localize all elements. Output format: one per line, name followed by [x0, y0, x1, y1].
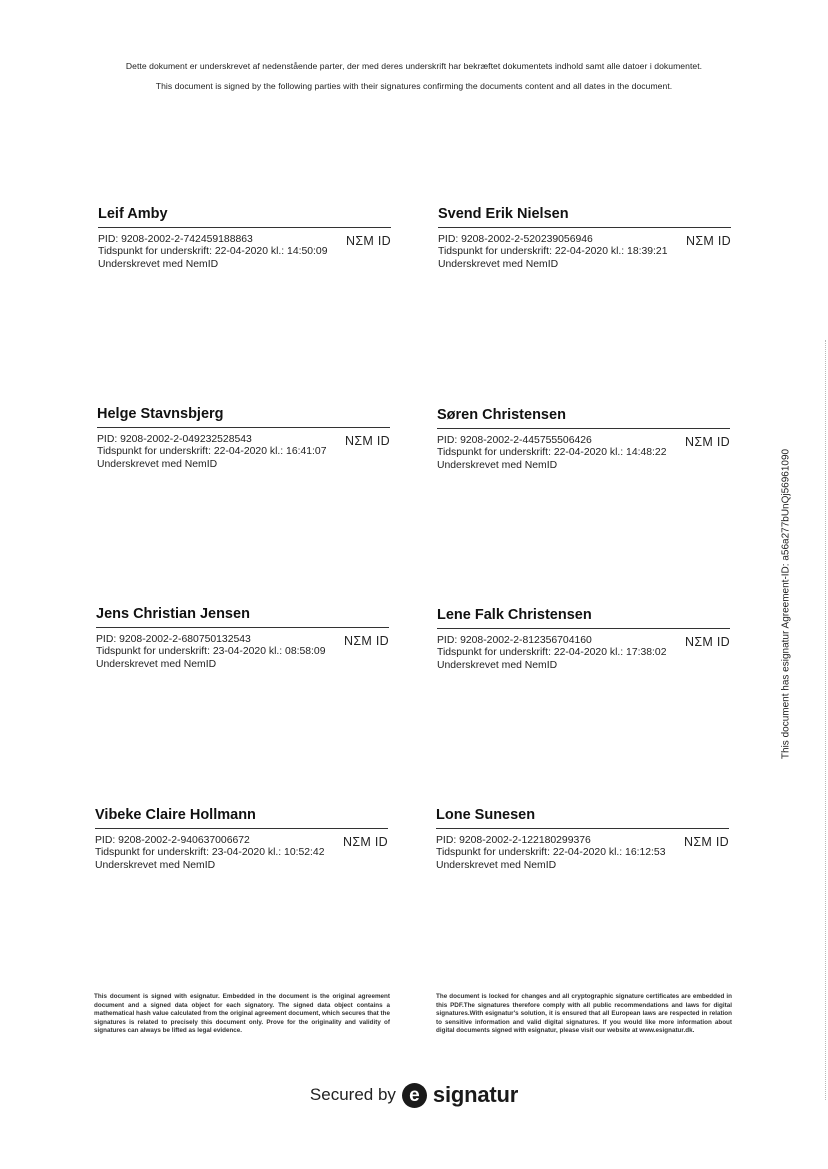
signer-pid: PID: 9208-2002-2-742459188863	[98, 234, 253, 245]
signer-divider	[436, 828, 729, 829]
nemid-logo: NΣM ID	[343, 835, 388, 849]
signer-divider	[97, 427, 390, 428]
signer-divider	[96, 627, 389, 628]
esignatur-brand-name: signatur	[432, 1082, 519, 1107]
signer-pid: PID: 9208-2002-2-122180299376	[436, 835, 591, 846]
signer-block	[97, 405, 390, 471]
nemid-logo: NΣM ID	[346, 234, 391, 248]
agreement-id-text: This document has esignatur Agreement-ID: a56a277bUnQj56961090	[780, 448, 792, 760]
signer-name: Jens Christian Jensen	[96, 606, 250, 622]
signer-method: Underskrevet med NemID	[436, 859, 557, 871]
signer-timestamp: Tidspunkt for underskrift: 22-04-2020 kl.: 17:38:02	[437, 647, 667, 659]
footer-note-left: This document is signed with esignatur. Embedded in the document is the original agreement document and a signed data object for each signatory. The signed data object contains a mathematical hash value calculated from the original agreement document, which secures that the signatures is related to precisely this document only. Prove for the originality and validity of signatures can always be lifted as legal evidence.	[94, 993, 390, 1035]
signer-pid: PID: 9208-2002-2-049232528543	[97, 434, 252, 445]
nemid-logo: NΣM ID	[685, 635, 730, 649]
nemid-logo: NΣM ID	[345, 434, 390, 448]
header-english-text: This document is signed by the following parties with their signatures confirming the documents content and all dates in the document.	[155, 81, 673, 91]
signer-method: Underskrevet med NemID	[96, 658, 217, 670]
signer-block	[436, 806, 729, 872]
signer-name: Søren Christensen	[437, 407, 566, 423]
nemid-logo: NΣM ID	[684, 835, 729, 849]
signer-name: Vibeke Claire Hollmann	[95, 807, 256, 823]
signer-divider	[98, 227, 391, 228]
signer-method: Underskrevet med NemID	[437, 459, 558, 471]
signer-pid: PID: 9208-2002-2-680750132543	[96, 634, 251, 645]
signer-divider	[437, 628, 730, 629]
signer-block	[437, 406, 730, 472]
signer-timestamp: Tidspunkt for underskrift: 22-04-2020 kl.: 14:48:22	[437, 447, 667, 459]
esignatur-logo-icon: e	[402, 1083, 427, 1108]
signer-name: Helge Stavnsbjerg	[97, 406, 224, 422]
nemid-logo: NΣM ID	[686, 234, 731, 248]
nemid-logo: NΣM ID	[685, 435, 730, 449]
signer-pid: PID: 9208-2002-2-940637006672	[95, 835, 250, 846]
page-edge-divider	[825, 340, 826, 1100]
signer-timestamp: Tidspunkt for underskrift: 22-04-2020 kl.: 18:39:21	[438, 246, 668, 258]
signer-name: Lene Falk Christensen	[437, 607, 592, 623]
signer-name: Lone Sunesen	[436, 807, 536, 823]
signer-block	[437, 606, 730, 672]
signer-timestamp: Tidspunkt for underskrift: 22-04-2020 kl.: 16:41:07	[97, 446, 327, 458]
signer-divider	[437, 428, 730, 429]
nemid-logo: NΣM ID	[344, 634, 389, 648]
signer-pid: PID: 9208-2002-2-520239056946	[438, 234, 593, 245]
signer-pid: PID: 9208-2002-2-445755506426	[437, 435, 592, 446]
signer-timestamp: Tidspunkt for underskrift: 23-04-2020 kl.: 10:52:42	[95, 847, 325, 859]
signer-name: Leif Amby	[98, 206, 168, 222]
signer-method: Underskrevet med NemID	[97, 458, 218, 470]
signer-timestamp: Tidspunkt for underskrift: 22-04-2020 kl.: 16:12:53	[436, 847, 666, 859]
signer-block	[95, 806, 388, 872]
signer-timestamp: Tidspunkt for underskrift: 23-04-2020 kl.: 08:58:09	[96, 646, 326, 658]
footer-note-right: The document is locked for changes and all cryptographic signature certificates are embedded in this PDF.The signatures therefore comply with all public recommendations and laws for digital signatures.With esignatur's solution, it is ensured that all European laws are respected in relation to sensitive information and valid digital signatures. If you would like more information about digital documents signed with esignatur, please visit our website at www.esignatur.dk.	[436, 993, 732, 1035]
secured-by-label: Secured by	[309, 1085, 396, 1104]
signer-divider	[95, 828, 388, 829]
signer-divider	[438, 227, 731, 228]
header-danish-text: Dette dokument er underskrevet af nedenstående parter, der med deres underskrift har bekræftet dokumentets indhold samt alle datoer i dokumentet.	[125, 61, 703, 71]
signer-method: Underskrevet med NemID	[95, 859, 216, 871]
secured-by-esignatur	[0, 1082, 828, 1108]
signer-name: Svend Erik Nielsen	[438, 206, 569, 222]
signer-block	[96, 605, 389, 671]
signer-method: Underskrevet med NemID	[438, 258, 559, 270]
signer-block	[98, 205, 391, 271]
signer-method: Underskrevet med NemID	[437, 659, 558, 671]
signer-method: Underskrevet med NemID	[98, 258, 219, 270]
signer-timestamp: Tidspunkt for underskrift: 22-04-2020 kl.: 14:50:09	[98, 246, 328, 258]
signer-pid: PID: 9208-2002-2-812356704160	[437, 635, 592, 646]
signer-block	[438, 205, 731, 271]
